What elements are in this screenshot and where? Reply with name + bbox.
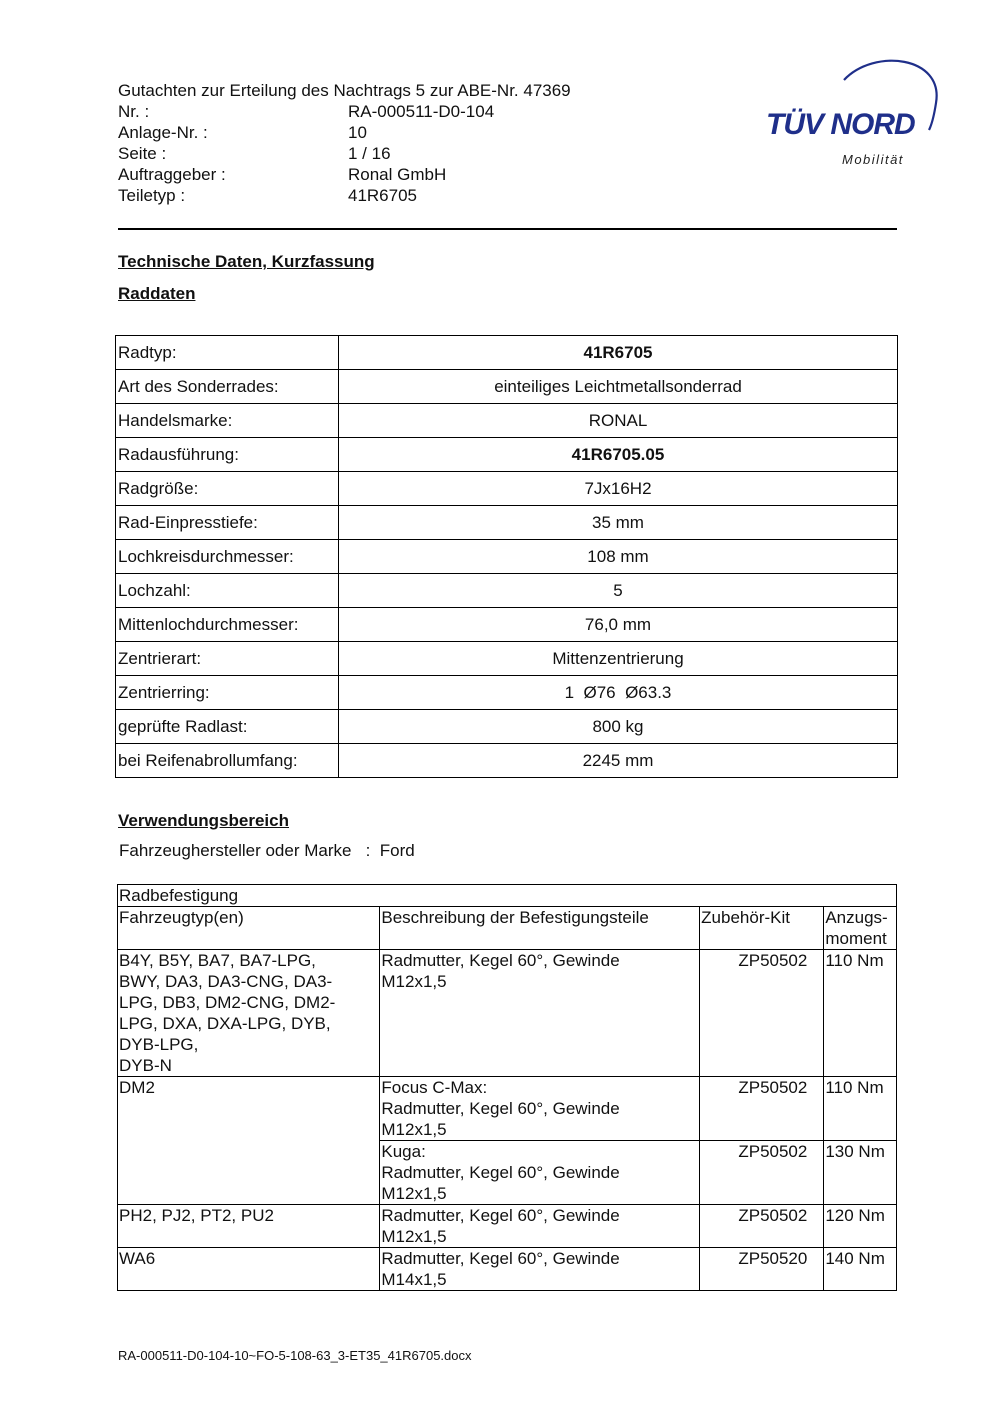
row-value: 5 (339, 574, 898, 608)
vehicle-types: PH2, PJ2, PT2, PU2 (118, 1205, 380, 1248)
header-key: Nr. : (118, 102, 150, 121)
table-row (116, 370, 898, 404)
row-value: 1 Ø76 Ø63.3 (339, 676, 898, 710)
row-label: Radausführung: (116, 438, 339, 472)
row-value: RONAL (339, 404, 898, 438)
table-row (116, 744, 898, 778)
header-value: 41R6705 (348, 186, 418, 205)
header-value: Ronal GmbH (348, 165, 447, 184)
section-title: Technische Daten, Kurzfassung (118, 252, 375, 271)
document-title: Gutachten zur Erteilung des Nachtrags 5 zur ABE-Nr. 47369 (118, 81, 571, 100)
table-row (116, 710, 898, 744)
header-row (118, 164, 571, 185)
fixing-description: Radmutter, Kegel 60°, Gewinde M12x1,5 (380, 950, 700, 1077)
torque-value: 120 Nm (824, 1205, 897, 1248)
tuev-nord-logo (764, 58, 944, 173)
row-label: bei Reifenabrollumfang: (116, 744, 339, 778)
table-row (116, 438, 898, 472)
header-key: Seite : (118, 144, 167, 163)
table-row (116, 540, 898, 574)
table-row (116, 404, 898, 438)
header-key: Auftraggeber : (118, 165, 226, 184)
column-header: Zubehör-Kit (700, 907, 824, 950)
header-row (118, 185, 571, 206)
header-value: RA-000511-D0-104 (348, 102, 495, 121)
accessory-kit: ZP50502 (700, 1141, 824, 1205)
accessory-kit: ZP50502 (700, 1077, 824, 1141)
column-header: Beschreibung der Befestigungsteile (380, 907, 700, 950)
row-value: einteiliges Leichtmetallsonderrad (339, 370, 898, 404)
row-label: Radtyp: (116, 336, 339, 370)
row-label: Radgröße: (116, 472, 339, 506)
header-key: Teiletyp : (118, 186, 186, 205)
row-label: Art des Sonderrades: (116, 370, 339, 404)
column-header: Fahrzeugtyp(en) (118, 907, 380, 950)
accessory-kit: ZP50502 (700, 1205, 824, 1248)
table-caption: Radbefestigung (118, 885, 897, 907)
row-value: 41R6705.05 (339, 438, 898, 472)
torque-value: 110 Nm (824, 1077, 897, 1141)
row-label: Lochkreisdurchmesser: (116, 540, 339, 574)
header-key: Anlage-Nr. : (118, 123, 208, 142)
fixing-description: Radmutter, Kegel 60°, Gewinde M12x1,5 (380, 1205, 700, 1248)
logo-subtitle: Mobilität (842, 152, 904, 167)
section-subtitle: Raddaten (118, 284, 196, 303)
table-row (116, 676, 898, 710)
row-label: Zentrierring: (116, 676, 339, 710)
header-row (118, 143, 571, 164)
manufacturer-line: Fahrzeughersteller oder Marke : Ford (119, 841, 415, 860)
raddaten-table (115, 335, 898, 778)
row-value: 7Jx16H2 (339, 472, 898, 506)
column-header: Anzugs- moment (824, 907, 897, 950)
torque-value: 140 Nm (824, 1248, 897, 1291)
row-value: 2245 mm (339, 744, 898, 778)
radbefestigung-table (117, 884, 897, 1291)
row-label: Lochzahl: (116, 574, 339, 608)
vehicle-types: DM2 (118, 1077, 380, 1205)
row-value: 35 mm (339, 506, 898, 540)
table-row (116, 642, 898, 676)
row-label: Handelsmarke: (116, 404, 339, 438)
vehicle-types: B4Y, B5Y, BA7, BA7-LPG, BWY, DA3, DA3-CNG, DA3- LPG, DB3, DM2-CNG, DM2- LPG, DXA, DXA-LPG, DYB, DYB-LPG, DYB-N (118, 950, 380, 1077)
table-row (116, 574, 898, 608)
fixing-description: Kuga: Radmutter, Kegel 60°, Gewinde M12x1,5 (380, 1141, 700, 1205)
section-title-verwendung: Verwendungsbereich (118, 811, 289, 830)
logo-brand: TÜV NORD (766, 108, 915, 141)
row-value: 41R6705 (339, 336, 898, 370)
row-label: Zentrierart: (116, 642, 339, 676)
row-value: 76,0 mm (339, 608, 898, 642)
table-row (118, 1205, 897, 1248)
vehicle-types: WA6 (118, 1248, 380, 1291)
header-divider (118, 228, 897, 230)
row-label: Rad-Einpresstiefe: (116, 506, 339, 540)
fixing-description: Focus C-Max: Radmutter, Kegel 60°, Gewinde M12x1,5 (380, 1077, 700, 1141)
header-row (118, 101, 571, 122)
row-value: 800 kg (339, 710, 898, 744)
table-header-row (118, 907, 897, 950)
document-header (118, 80, 571, 206)
table-row (116, 472, 898, 506)
footer-filename: RA-000511-D0-104-10~FO-5-108-63_3-ET35_41R6705.docx (118, 1348, 472, 1363)
fixing-description: Radmutter, Kegel 60°, Gewinde M14x1,5 (380, 1248, 700, 1291)
table-row (116, 608, 898, 642)
torque-value: 130 Nm (824, 1141, 897, 1205)
row-label: geprüfte Radlast: (116, 710, 339, 744)
accessory-kit: ZP50520 (700, 1248, 824, 1291)
table-row (118, 1248, 897, 1291)
row-label: Mittenlochdurchmesser: (116, 608, 339, 642)
table-row (118, 1077, 897, 1141)
torque-value: 110 Nm (824, 950, 897, 1077)
table-caption-row (118, 885, 897, 907)
header-value: 10 (348, 123, 367, 142)
accessory-kit: ZP50502 (700, 950, 824, 1077)
table-row (116, 506, 898, 540)
header-row (118, 122, 571, 143)
table-row (116, 336, 898, 370)
row-value: Mittenzentrierung (339, 642, 898, 676)
header-value: 1 / 16 (348, 144, 391, 163)
row-value: 108 mm (339, 540, 898, 574)
table-row (118, 950, 897, 1077)
